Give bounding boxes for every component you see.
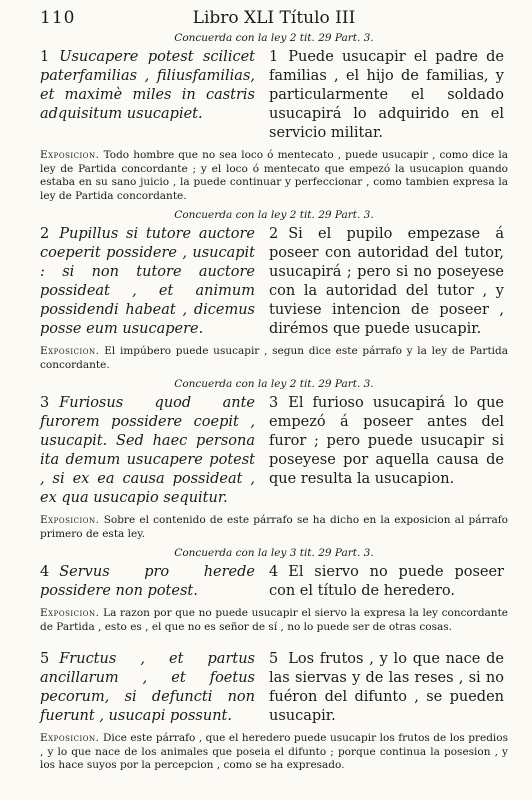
exposition <box>40 514 508 541</box>
latin-text <box>40 225 255 339</box>
exposition-label: Exposicion. <box>40 607 100 619</box>
paragraph-1 <box>40 48 508 143</box>
paragraph-number: 5 <box>40 651 50 667</box>
spanish-body: El furioso usucapirá lo que empezó á poseer antes del furor ; pero puede usucapir si poseyese por aquella causa de que resulta la usucapion. <box>269 395 504 487</box>
paragraph-3 <box>40 394 508 508</box>
paragraph-number: 4 <box>40 564 50 580</box>
latin-text <box>40 48 255 143</box>
page-number: 110 <box>40 8 76 28</box>
exposition-label: Exposicion. <box>40 514 100 526</box>
exposition-body: Dice este párrafo , que el heredero puede usucapir los frutos de los predios , y lo que nace de los animales que poseia el difunto ; porque continua la posesion , y los hace suyos por la percepcion , como se ha expresado. <box>40 732 509 771</box>
exposition-label: Exposicion. <box>40 345 100 357</box>
spacer <box>40 640 508 650</box>
page <box>40 8 508 779</box>
spanish-text <box>269 48 504 143</box>
concordance-note: Concuerda con la ley 2 tit. 29 Part. 3. <box>174 209 374 221</box>
spanish-text <box>269 225 504 339</box>
latin-body: Pupillus si tutore auctore coeperit possidere , usucapit : si non tutore auctore possideat , et animum possidendi habeat , dicemus posse eum usucapere. <box>40 226 255 337</box>
latin-text <box>40 650 255 726</box>
concordance-note: Concuerda con la ley 2 tit. 29 Part. 3. <box>174 378 374 390</box>
paragraph-number: 1 <box>269 49 279 65</box>
latin-body: Usucapere potest scilicet paterfamilias , filiusfamilias, et maximè miles in castris adquisitum usucapiet. <box>40 49 255 122</box>
exposition-body: Sobre el contenido de este párrafo se ha dicho en la exposicion al párrafo primero de esta ley. <box>40 514 508 540</box>
spanish-text <box>269 650 504 726</box>
latin-text <box>40 394 255 508</box>
spanish-body: Si el pupilo empezase á poseer con autoridad del tutor, usucapirá ; pero si no poseyese con la autoridad del tutor , y tuviese intencion de poseer , dirémos que puede usucapir. <box>269 226 504 337</box>
exposition-body: Todo hombre que no sea loco ó mentecato , puede usucapir , como dice la ley de Partida concordante ; y el loco ó mentecato que empezó la usucapion quando estaba en su sano juicio , la puede continuar y perfeccionar , como tambien expresa la ley de Partida concordante. <box>40 149 508 202</box>
page-header <box>40 8 508 30</box>
spanish-text <box>269 394 504 508</box>
latin-body: Servus pro herede possidere non potest. <box>40 564 255 599</box>
page-title: Libro XLI Título III <box>192 8 356 28</box>
latin-text <box>40 563 255 601</box>
spanish-body: El siervo no puede poseer con el título de heredero. <box>269 564 504 599</box>
paragraph-number: 4 <box>269 564 279 580</box>
spanish-text <box>269 563 504 601</box>
exposition-body: El impúbero puede usucapir , segun dice este párrafo y la ley de Partida concordante. <box>40 345 509 371</box>
paragraph-number: 2 <box>40 226 50 242</box>
latin-body: Fructus , et partus ancillarum , et foetus pecorum, si defuncti non fuerunt , usucapi possunt. <box>40 651 255 724</box>
paragraph-number: 3 <box>40 395 50 411</box>
concordance-note: Concuerda con la ley 2 tit. 29 Part. 3. <box>174 32 374 44</box>
concordance-note: Concuerda con la ley 3 tit. 29 Part. 3. <box>174 547 374 559</box>
exposition <box>40 345 508 372</box>
paragraph-5 <box>40 650 508 726</box>
latin-body: Furiosus quod ante furorem possidere coepit , usucapit. Sed haec persona ita demum usucapere potest , si ex ea causa possideat , ex qua usucapio sequitur. <box>40 395 255 506</box>
exposition-label: Exposicion. <box>40 732 100 744</box>
exposition-body: La razon por que no puede usucapir el siervo la expresa la ley concordante de Partida , esto es , el que no es señor de sí , no lo puede ser de otras cosas. <box>40 607 508 633</box>
spanish-body: Puede usucapir el padre de familias , el hijo de familias, y particularmente el soldado usucapirá lo adquirido en el servicio militar. <box>269 49 504 141</box>
paragraph-number: 5 <box>269 651 279 667</box>
paragraph-number: 1 <box>40 49 50 65</box>
paragraph-number: 3 <box>269 395 279 411</box>
spanish-body: Los frutos , y lo que nace de las siervas y de las reses , si no fuéron del difunto , se pueden usucapir. <box>269 651 504 724</box>
exposition <box>40 149 508 203</box>
paragraph-4 <box>40 563 508 601</box>
paragraph-number: 2 <box>269 226 279 242</box>
paragraph-2 <box>40 225 508 339</box>
exposition <box>40 732 508 773</box>
exposition-label: Exposicion. <box>40 149 100 161</box>
exposition <box>40 607 508 634</box>
